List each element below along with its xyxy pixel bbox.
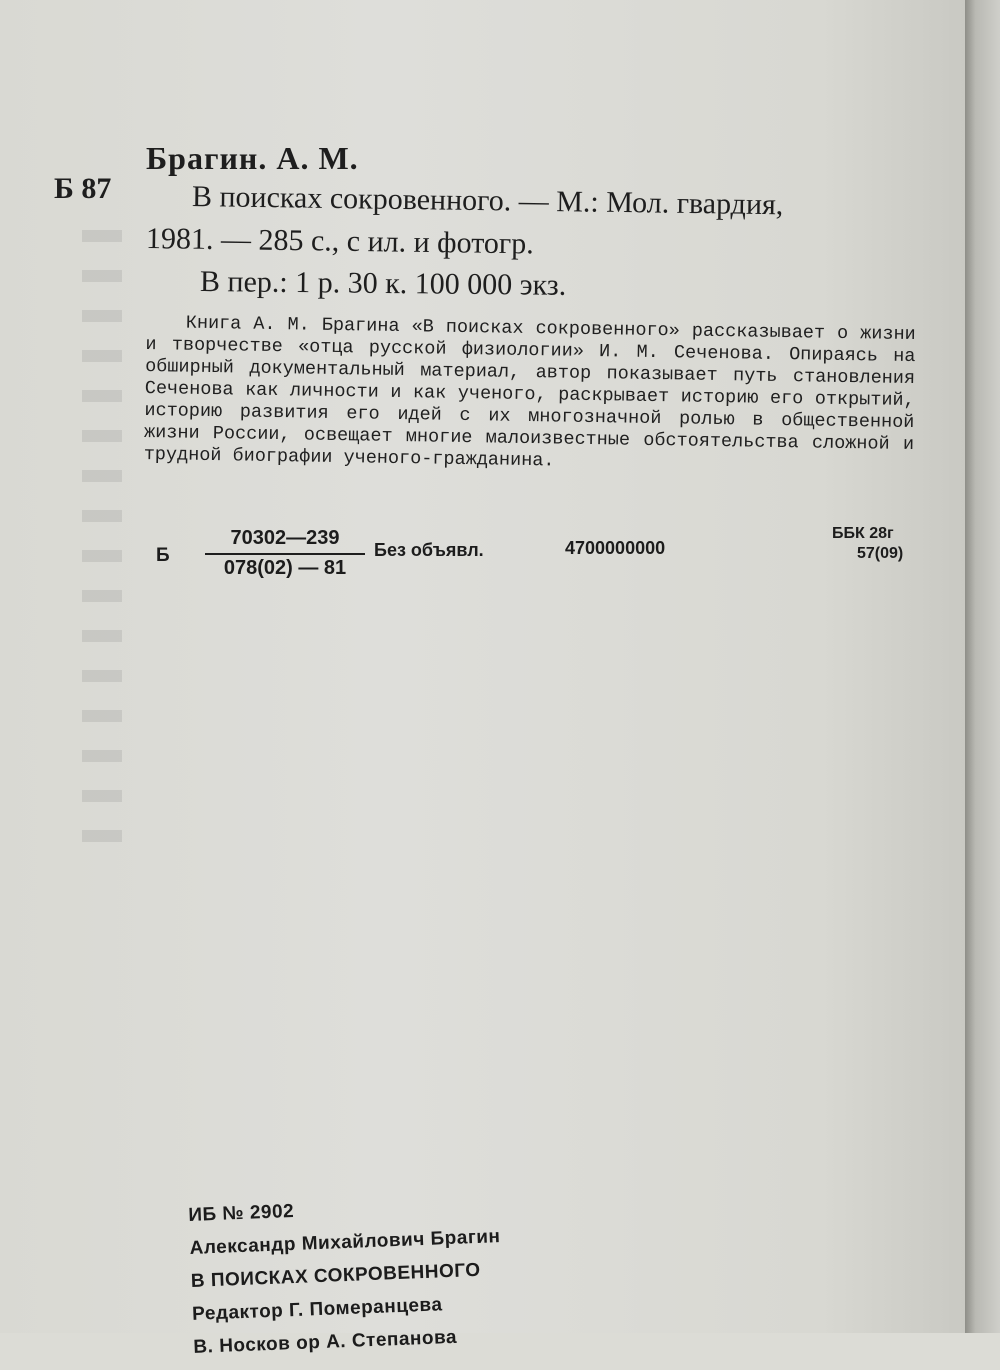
abstract-text: Книга А. М. Брагина «В поисках сокровенного» рассказывает о жизни и творчестве «отца русской физиологии» И. М. Сеченова. Опираясь на обширный документальный материал, автор показывает путь становления Сеченова как личности и как ученого, раскрывает историю его открытий, историю развития его идей с их многозначной ролью в общественной жизни России, освещает многие малоизвестные обстоятельства сложной и трудной биографии ученого-гражданина. (143, 312, 916, 472)
bbk-code: ББК 28г (832, 525, 894, 542)
colophon-partial-line: В. Носков ор А. Степанова (193, 1326, 458, 1358)
colophon-title: В ПОИСКАХ СОКРОВЕННОГО (190, 1259, 481, 1292)
index-denominator: 078(02) — 81 (223, 557, 347, 579)
no-announcement-note: Без объявл. (374, 540, 484, 560)
index-letter: Б (156, 545, 170, 566)
index-code: 4700000000 (565, 538, 666, 558)
title-line: В поисках сокровенного. — М.: Мол. гвардия, (191, 180, 784, 222)
colophon-editor: Редактор Г. Померанцева (191, 1294, 443, 1325)
bbk-subcode: 57(09) (857, 545, 904, 562)
author-heading: Брагин. А. М. (146, 140, 359, 176)
page-edge-shadow (965, 0, 1000, 1333)
publication-line: 1981. — 285 с., с ил. и фотогр. (145, 222, 534, 261)
price-line: В пер.: 1 р. 30 к. 100 000 экз. (199, 265, 567, 302)
show-through-text (82, 230, 122, 870)
ib-number: ИБ № 2902 (188, 1200, 295, 1226)
index-fraction (205, 527, 365, 580)
index-numerator: 70302—239 (205, 527, 365, 555)
colophon (188, 1193, 505, 1370)
abstract-block (144, 312, 916, 478)
call-number: Б 87 (54, 172, 112, 205)
colophon-author: Александр Михайлович Брагин (189, 1226, 501, 1259)
